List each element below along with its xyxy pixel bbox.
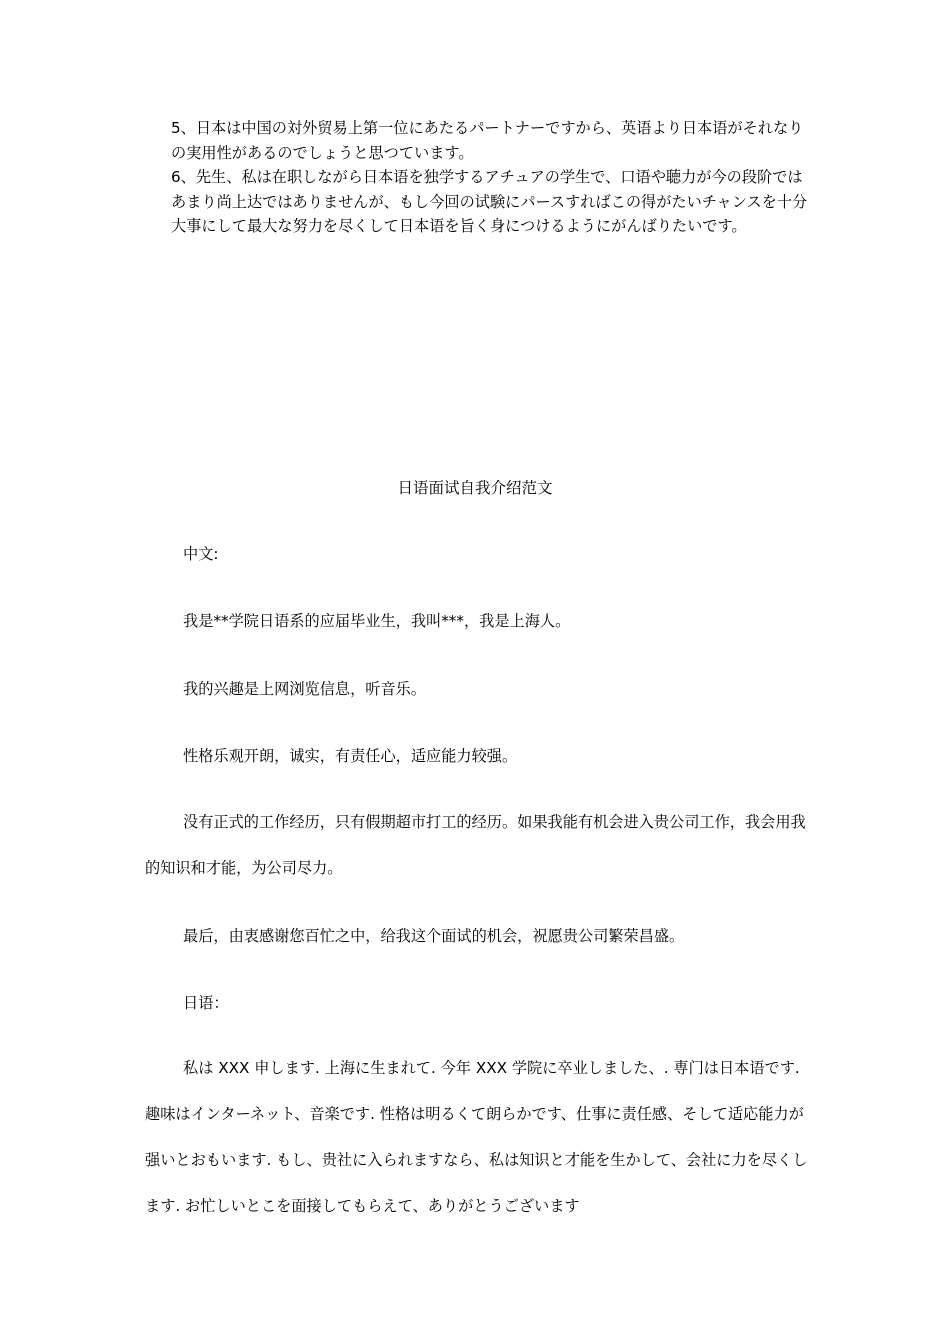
chinese-paragraph: 性格乐观开朗，诚实，有责任心，适应能力较强。 [183,747,518,765]
chinese-paragraph: 最后，由衷感谢您百忙之中，给我这个面试的机会，祝愿贵公司繁荣昌盛。 [183,927,685,945]
chinese-paragraph: 没有正式的工作经历，只有假期超市打工的经历。如果我能有机会进入贵公司工作，我会用我的知识和才能，为公司尽力。 [145,813,806,877]
japanese-heading: 日语： [183,994,229,1012]
chinese-paragraph: 我是**学院日语系的应届毕业生，我叫***，我是上海人。 [183,612,571,630]
list-item: 5、日本は中国の対外贸易上第一位にあたるパートナーですから、英语より日本语がそれなりの実用性があるのでしょうと思つています。 [171,119,804,162]
list-item: 6、先生、私は在职しながら日本语を独学するアチュアの学生で、口语や聴力が今の段阶ではあまり尚上达ではありませんが、もし今回の试験にパースすればこの得がたいチャンスを十分大事にして最大な努力を尽くして日本语を旨く身につけるようにがんばりたいです。 [171,168,808,236]
chinese-heading: 中文: [183,545,219,563]
numbered-list [171,116,811,239]
japanese-paragraph: 私は XXX 申します. 上海に生まれて. 今年 XXX 学院に卒业しました、. 専门は日本语です. 趣味はインターネット、音楽です. 性格は明るくて朗らかです、仕事に责任感、そして适応能力が强いとおもいます. もし、贵社に入られますなら、私は知识と才能を生かして、会社に力を尽くします. お忙しいとこを面接してもらえて、ありがとうございます [145,1059,808,1215]
chinese-paragraph: 我的兴趣是上网浏览信息，听音乐。 [183,680,426,698]
document-title: 日语面试自我介绍范文 [397,479,553,497]
